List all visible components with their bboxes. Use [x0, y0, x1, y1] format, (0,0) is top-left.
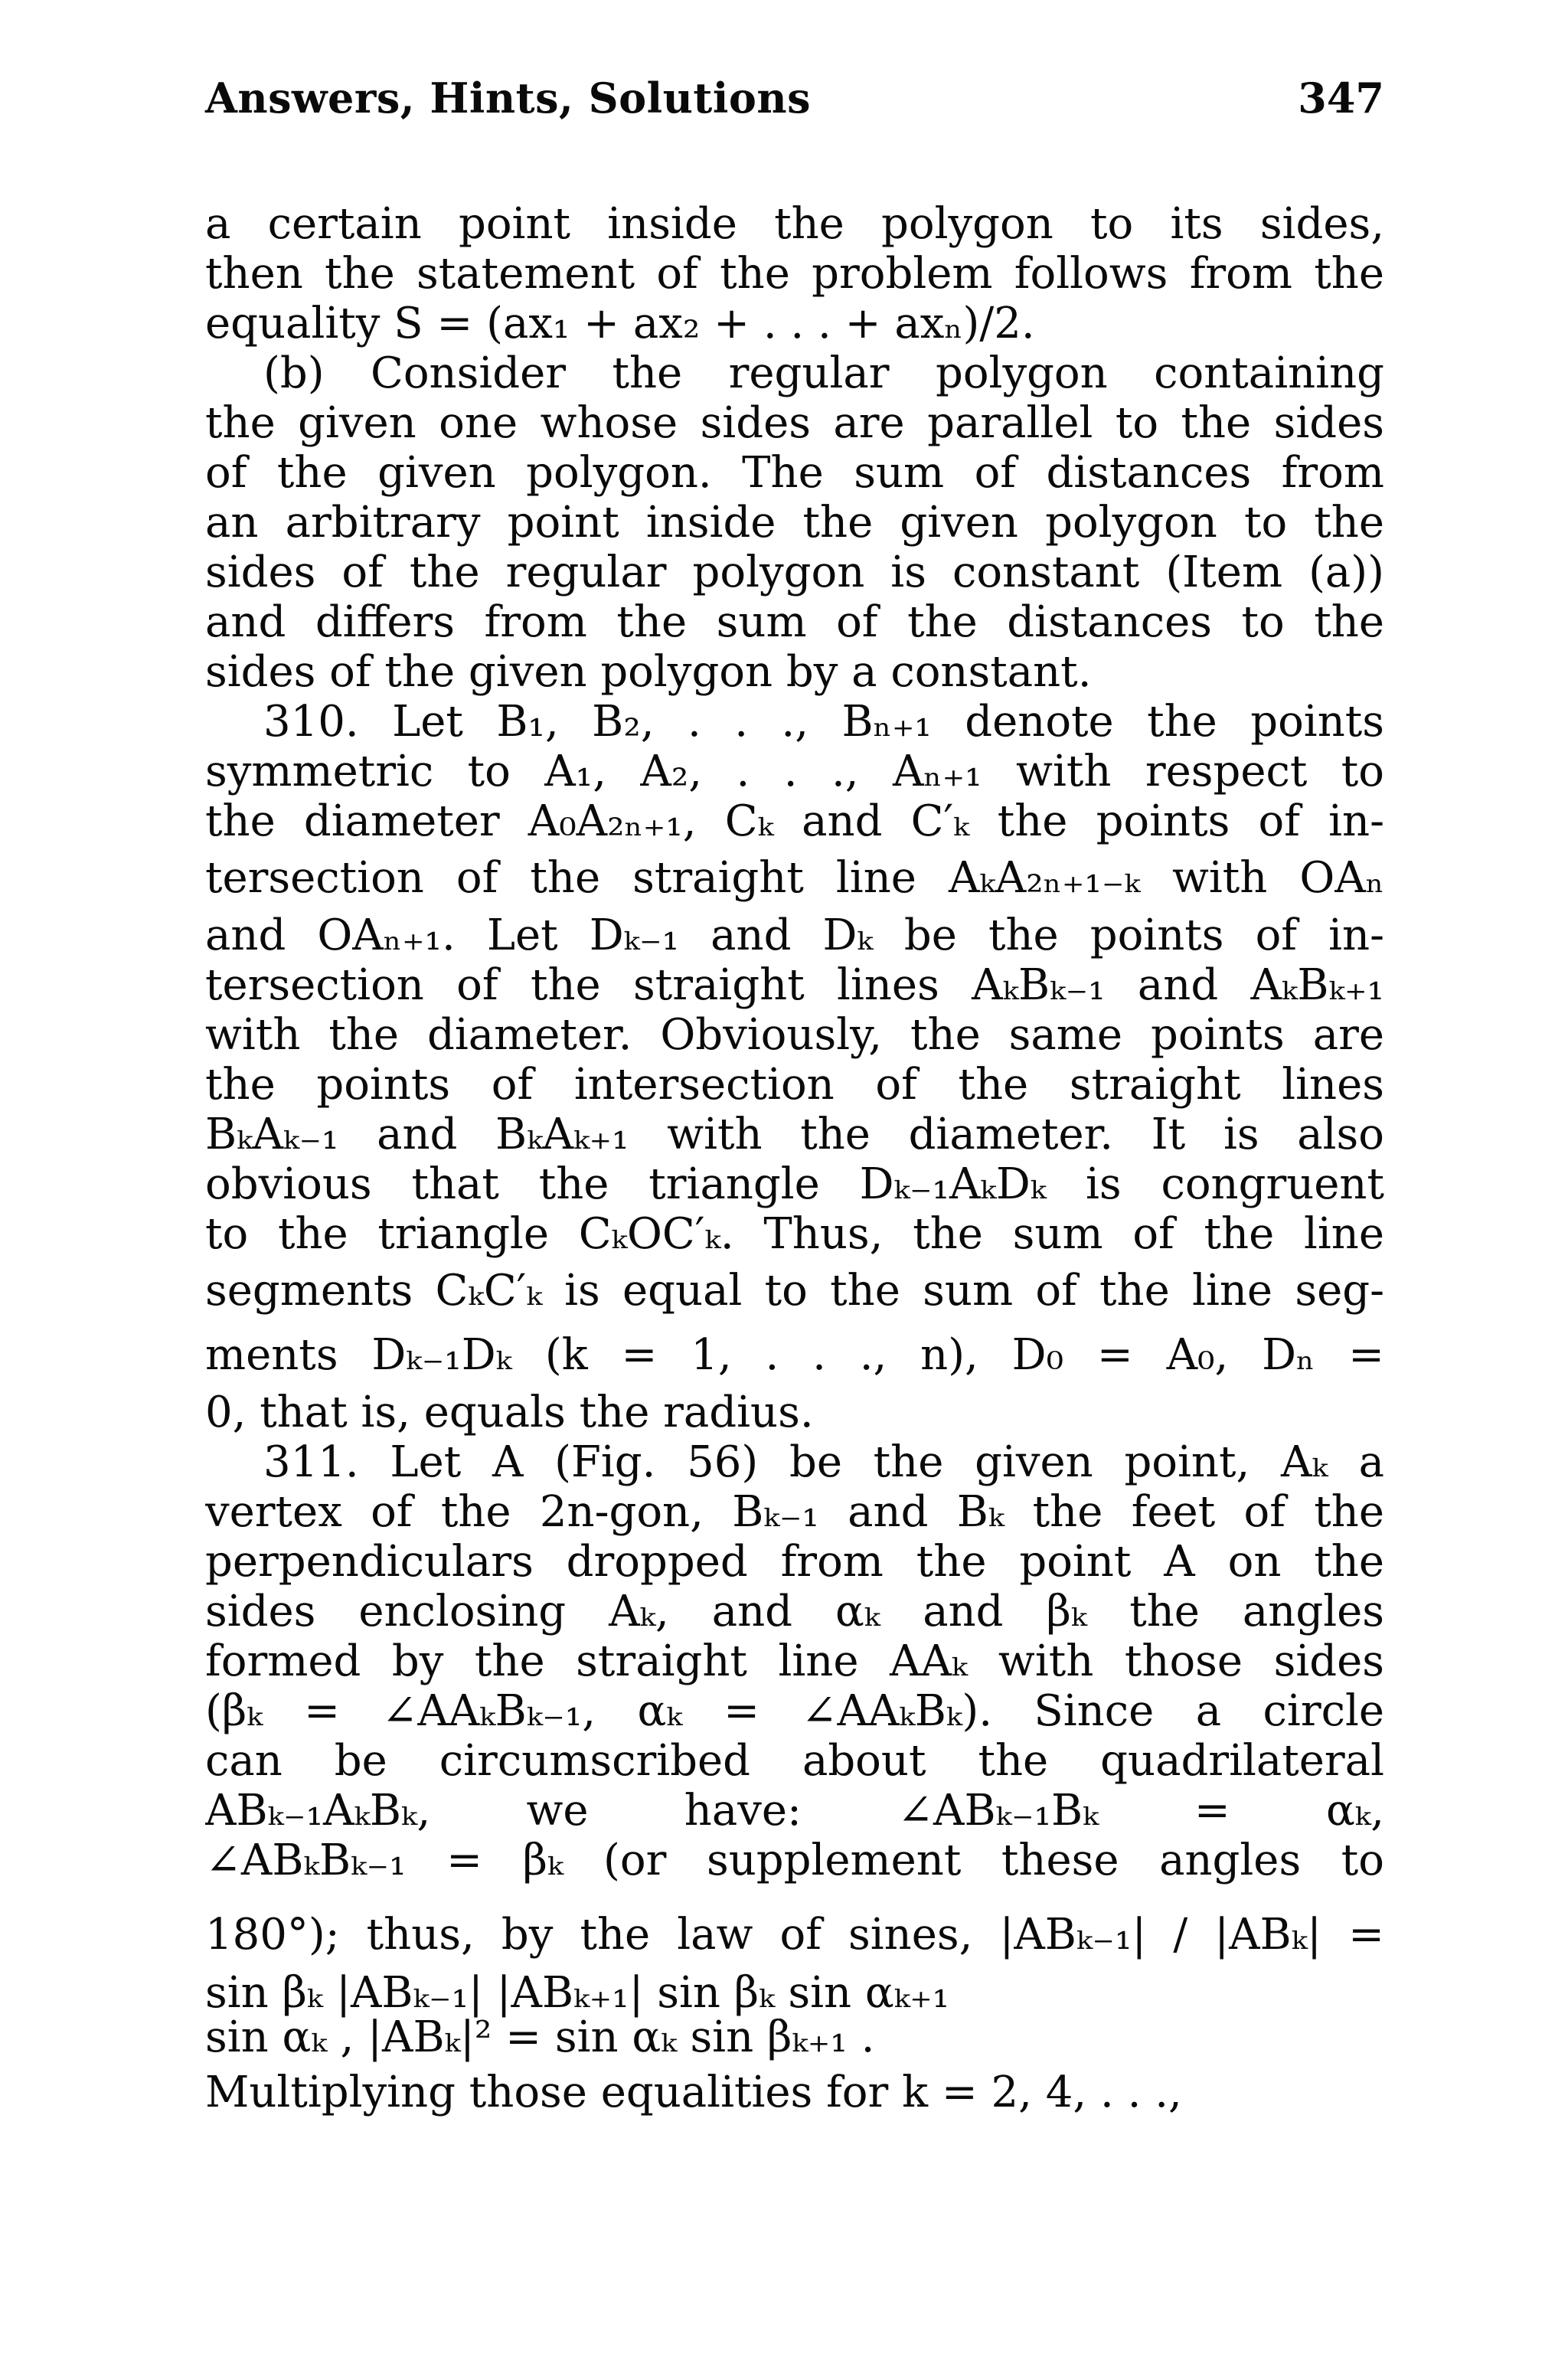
text-line: perpendiculars dropped from the point A on the	[205, 1537, 1384, 1587]
text-line: tersection of the straight line AₖA₂ₙ₊₁₋ₖ with OAₙ	[205, 853, 1384, 903]
text-line: segments CₖC′ₖ is equal to the sum of the line seg-	[205, 1266, 1384, 1316]
text-line: the diameter A₀A₂ₙ₊₁, Cₖ and C′ₖ the points of in-	[205, 796, 1384, 846]
text-line: (βₖ = ∠AAₖBₖ₋₁, αₖ = ∠AAₖBₖ). Since a circle	[205, 1686, 1384, 1736]
text-line: symmetric to A₁, A₂, . . ., Aₙ₊₁ with respect to	[205, 747, 1384, 796]
text-line: ABₖ₋₁AₖBₖ, we have: ∠ABₖ₋₁Bₖ = αₖ,	[205, 1786, 1384, 1836]
text-line: sides of the regular polygon is constant (Item (a))	[205, 548, 1384, 597]
text-line: Multiplying those equalities for k = 2, 4, . . .,	[205, 2068, 1182, 2117]
running-title: Answers, Hints, Solutions	[205, 74, 812, 123]
page-number: 347	[1298, 74, 1384, 123]
text-line: a certain point inside the polygon to its sides,	[205, 199, 1384, 249]
text-line: vertex of the 2n-gon, Bₖ₋₁ and Bₖ the feet of the	[205, 1487, 1384, 1537]
text-line: BₖAₖ₋₁ and BₖAₖ₊₁ with the diameter. It is also	[205, 1110, 1384, 1159]
text-line: an arbitrary point inside the given polygon to the	[205, 498, 1384, 548]
text-line: 180°); thus, by the law of sines, |ABₖ₋₁| / |ABₖ| =	[205, 1910, 1384, 1960]
text-line: to the triangle CₖOC′ₖ. Thus, the sum of the line	[205, 1209, 1384, 1259]
text-line: tersection of the straight lines AₖBₖ₋₁ and AₖBₖ₊₁	[205, 960, 1384, 1010]
text-line: 0, that is, equals the radius.	[205, 1388, 814, 1437]
running-head	[205, 74, 1384, 135]
text-line: sides of the given polygon by a constant.	[205, 647, 1092, 697]
equation-denominators: sin αₖ , |ABₖ|² = sin αₖ sin βₖ₊₁ .	[205, 2019, 875, 2062]
text-line: ments Dₖ₋₁Dₖ (k = 1, . . ., n), D₀ = A₀, Dₙ =	[205, 1330, 1384, 1380]
text-line: sides enclosing Aₖ, and αₖ and βₖ the angles	[205, 1587, 1384, 1636]
text-line: formed by the straight line AAₖ with those sides	[205, 1636, 1384, 1686]
text-line: the given one whose sides are parallel to the sides	[205, 398, 1384, 448]
text-line: and differs from the sum of the distances to the	[205, 597, 1384, 647]
text-line: (b) Consider the regular polygon containing	[263, 348, 1384, 398]
equation-numerators: sin βₖ |ABₖ₋₁| |ABₖ₊₁| sin βₖ sin αₖ₊₁	[205, 1968, 950, 2018]
text-line: and OAₙ₊₁. Let Dₖ₋₁ and Dₖ be the points of in-	[205, 910, 1384, 960]
text-line: of the given polygon. The sum of distances from	[205, 448, 1384, 498]
text-line: 311. Let A (Fig. 56) be the given point, Aₖ a	[263, 1437, 1384, 1487]
text-line: ∠ABₖBₖ₋₁ = βₖ (or supplement these angles to	[205, 1836, 1384, 1885]
body-text	[205, 199, 1384, 2117]
text-line: the points of intersection of the straight lines	[205, 1060, 1384, 1110]
text-line: 310. Let B₁, B₂, . . ., Bₙ₊₁ denote the points	[263, 697, 1384, 747]
text-line: then the statement of the problem follows from the	[205, 249, 1384, 299]
text-line: obvious that the triangle Dₖ₋₁AₖDₖ is congruent	[205, 1159, 1384, 1209]
text-line: can be circumscribed about the quadrilateral	[205, 1736, 1384, 1786]
text-line: with the diameter. Obviously, the same points are	[205, 1010, 1384, 1060]
text-line: equality S = (ax₁ + ax₂ + . . . + axₙ)/2.	[205, 299, 1035, 348]
